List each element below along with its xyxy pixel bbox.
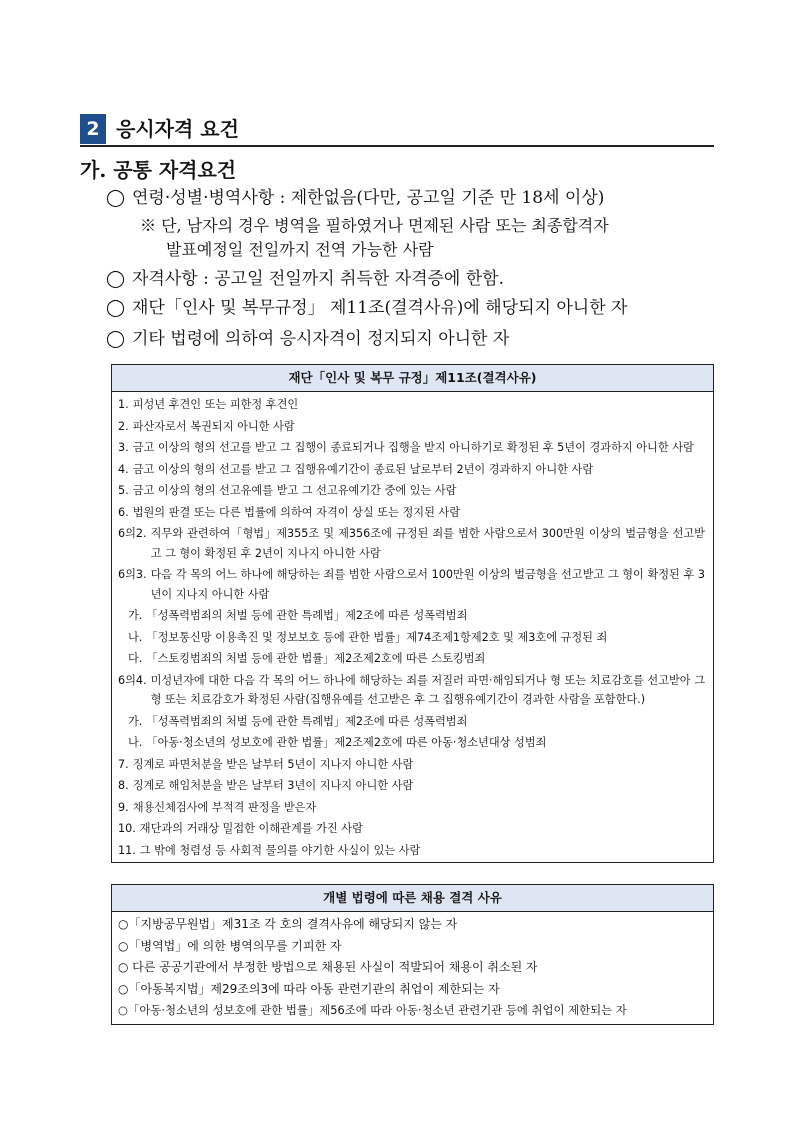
bullet-text: 자격사항 : 공고일 전일까지 취득한 자격증에 한함. — [132, 269, 504, 289]
item-number: 나. — [128, 736, 143, 749]
disqualification-table-title: 재단「인사 및 복무 규정」제11조(결격사유) — [112, 365, 713, 392]
disqualification-item — [118, 417, 705, 437]
military-note-line-2: 발표예정일 전일까지 전역 가능한 사람 — [166, 240, 434, 259]
law-disqualification-table — [111, 884, 714, 1025]
item-number: 나. — [128, 630, 143, 644]
item-text: 재단과의 거래상 밀접한 이해관계를 가진 사람 — [139, 822, 363, 835]
disqualification-item — [118, 628, 705, 648]
item-text: 「성폭력범죄의 처벌 등에 관한 특례법」제2조에 따른 성폭력범죄 — [146, 714, 468, 728]
item-text: 「정보통신망 이용촉진 및 정보보호 등에 관한 법률」제74조제1항제2호 및 제3호에 규정된 죄 — [146, 630, 608, 644]
item-number: 4. — [118, 462, 129, 476]
law-list — [112, 912, 713, 1024]
military-note-line-1: ※ 단, 남자의 경우 병역을 필하였거나 면제된 사람 또는 최종합격자 — [140, 216, 609, 235]
bullet-other-laws — [106, 326, 509, 352]
subsection-title: 가. 공통 자격요건 — [80, 158, 237, 182]
bullet-age-gender-military — [106, 185, 604, 211]
circle-bullet-icon: ◯ — [106, 329, 126, 349]
circle-bullet-icon: ◯ — [106, 298, 126, 318]
item-number: 6의3. — [118, 568, 147, 581]
item-text: 금고 이상의 형의 선고유예를 받고 그 선고유예기간 중에 있는 사람 — [132, 484, 457, 497]
item-text: 법원의 판결 또는 다른 법률에 의하여 자격이 상실 또는 정지된 사람 — [132, 505, 461, 519]
bullet-text: 연령·성별·병역사항 : 제한없음(다만, 공고일 기준 만 18세 이상) — [132, 188, 605, 208]
item-text: 금고 이상의 형의 선고를 받고 그 집행이 종료되거나 집행을 받지 아니하기로 확정된 후 5년이 경과하지 아니한 사람 — [132, 441, 694, 454]
disqualification-item — [118, 565, 705, 604]
disqualification-list — [112, 392, 713, 862]
law-item: ○「병역법」에 의한 병역의무를 기피한 자 — [118, 938, 342, 953]
item-text: 채용신체검사에 부적격 판정을 받은자 — [132, 800, 317, 814]
item-text: 직무와 관련하여「형법」제355조 및 제356조에 규정된 죄를 범한 사람으로서 300만원 이상의 벌금형을 선고받고 그 형이 확정된 후 2년이 지나지 아니한 사람 — [150, 527, 705, 560]
item-text: 그 밖에 청렴성 등 사회적 물의를 야기한 사실이 있는 사람 — [139, 843, 421, 857]
item-number: 7. — [118, 757, 129, 771]
disqualification-item — [118, 460, 705, 480]
circle-bullet-icon: ◯ — [106, 188, 126, 208]
bullet-text: 기타 법령에 의하여 응시자격이 정지되지 아니한 자 — [132, 329, 510, 349]
item-number: 11. — [118, 843, 136, 857]
law-item: ○ 다른 공공기관에서 부정한 방법으로 채용된 사실이 적발되어 채용이 취소된 자 — [118, 960, 538, 974]
disqualification-item — [118, 755, 705, 775]
disqualification-item — [118, 438, 705, 458]
law-item: ○「아동복지법」제29조의3에 따라 아동 관련기관의 취업이 제한되는 자 — [118, 981, 500, 996]
disqualification-item — [118, 776, 705, 796]
item-number: 가. — [128, 714, 143, 728]
disqualification-item — [118, 649, 705, 669]
circle-bullet-icon: ◯ — [106, 269, 126, 289]
item-text: 「아동·청소년의 성보호에 관한 법률」제2조제2호에 따른 아동·청소년대상 성범죄 — [146, 736, 547, 749]
item-number: 6의2. — [118, 527, 147, 540]
disqualification-item — [118, 606, 705, 626]
item-text: 징계로 해임처분을 받은 날부터 3년이 지나지 아니한 사람 — [132, 779, 414, 792]
item-number: 8. — [118, 779, 129, 792]
item-number: 6의4. — [118, 673, 147, 687]
item-number: 3. — [118, 441, 129, 454]
item-number: 다. — [128, 652, 143, 665]
disqualification-item — [118, 395, 705, 415]
item-text: 다음 각 목의 어느 하나에 해당하는 죄를 범한 사람으로서 100만원 이상의 벌금형을 선고받고 그 형이 확정된 후 3년이 지나지 아니한 사람 — [150, 568, 705, 601]
item-number: 10. — [118, 822, 136, 835]
disqualification-item — [118, 503, 705, 523]
disqualification-item — [118, 671, 705, 710]
bullet-disqualification-rule — [106, 295, 627, 321]
law-item: ○「아동·청소년의 성보호에 관한 법률」제56조에 따라 아동·청소년 관련기관 등에 취업이 제한되는 자 — [118, 1003, 627, 1017]
item-text: 금고 이상의 형의 선고를 받고 그 집행유예기간이 종료된 날로부터 2년이 경과하지 아니한 사람 — [132, 462, 594, 476]
section-title: 응시자격 요건 — [116, 117, 239, 141]
item-number: 5. — [118, 484, 129, 497]
item-text: 「스토킹범죄의 처벌 등에 관한 법률」제2조제2호에 따른 스토킹범죄 — [146, 652, 486, 665]
item-text: 징계로 파면처분을 받은 날부터 5년이 지나지 아니한 사람 — [132, 757, 414, 771]
item-number: 9. — [118, 800, 129, 814]
disqualification-table — [111, 364, 714, 863]
law-table-title: 개별 법령에 따른 채용 결격 사유 — [112, 885, 713, 912]
item-number: 가. — [128, 609, 143, 622]
item-number: 2. — [118, 419, 129, 433]
bullet-text: 재단「인사 및 복무규정」 제11조(결격사유)에 해당되지 아니한 자 — [132, 298, 628, 318]
disqualification-item — [118, 733, 705, 753]
item-text: 「성폭력범죄의 처벌 등에 관한 특례법」제2조에 따른 성폭력범죄 — [146, 609, 468, 622]
disqualification-item — [118, 798, 705, 818]
item-number: 6. — [118, 505, 129, 519]
disqualification-item — [118, 712, 705, 732]
item-text: 피성년 후견인 또는 피한정 후견인 — [132, 398, 299, 411]
section-header — [80, 113, 714, 147]
bullet-certificates — [106, 266, 504, 292]
disqualification-item — [118, 819, 705, 839]
law-item: ○「지방공무원법」제31조 각 호의 결격사유에 해당되지 않는 자 — [118, 917, 458, 931]
item-text: 미성년자에 대한 다음 각 목의 어느 하나에 해당하는 죄를 저질러 파면·해임되거나 형 또는 치료감호를 선고받아 그 형 또는 치료감호가 확정된 사람(집행유예를 선고받은 후 그 집행유예기간이 경과한 사람을 포함한다.) — [150, 673, 705, 706]
item-number: 1. — [118, 398, 129, 411]
disqualification-item — [118, 841, 705, 861]
disqualification-item — [118, 524, 705, 563]
item-text: 파산자로서 복권되지 아니한 사람 — [132, 419, 295, 433]
disqualification-item — [118, 481, 705, 501]
section-number-badge: 2 — [80, 114, 106, 144]
